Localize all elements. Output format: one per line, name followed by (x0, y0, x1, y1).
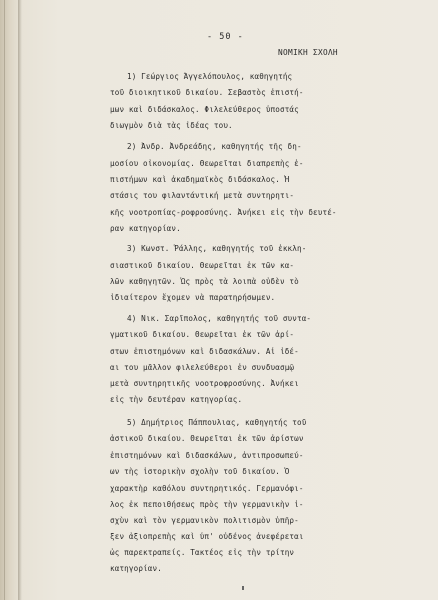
text-line: 4) Νικ. Σαρῖπολος, καθηγητής τοῦ συντα- (127, 314, 312, 323)
ink-mark (242, 586, 244, 590)
text-line: κῆς νοοτροπίας-ροφροσύνης. Ἀνήκει εἰς τὴν δευτέ- (110, 208, 337, 217)
section-heading: ΝΟΜΙΚΗ ΣΧΟΛΗ (278, 48, 338, 57)
text-line: διωγμὸν διὰ τὰς ἰδέας του. (110, 121, 233, 130)
text-line: μετὰ συντηρητικῆς νοοτροφροσύνης. Ἀνήκει (110, 379, 299, 388)
text-line: λῶν καθηγητῶν. Ὡς πρὸς τὰ λοιπὰ οὐδὲν τὸ (110, 277, 299, 286)
text-line: ξεν ἀξιοπρεπὴς καὶ ὑπ' οὐδένος ἀνεφέρεται (110, 532, 304, 541)
text-line: ραν κατηγορίαν. (110, 224, 181, 233)
text-line: 1) Γεώργιος Άγγελόπουλος, καθηγητής (127, 72, 293, 81)
text-line: ἐπιστημόνων καὶ διδασκάλων, ἀντιπροσωπεύ- (110, 451, 304, 460)
text-line: ὡς παρεκτραπείς. Τακτέος εἰς τὴν τρίτην (110, 548, 295, 557)
text-line: ἰδιαίτερον ἔχομεν νὰ παρατηρήσωμεν. (110, 293, 276, 302)
text-line: σιαστικοῦ δικαίου. Θεωρεῖται ἐκ τῶν κα- (110, 261, 295, 270)
text-line: στων ἐπιστημόνων καὶ διδασκάλων. Αἱ ἰδέ- (110, 347, 299, 356)
text-line: γματικοῦ δικαίου. Θεωρεῖται ἐκ τῶν ἀρί- (110, 330, 295, 339)
text-line: λος ἐκ πεποιθήσεως πρὸς τὴν γερμανικὴν ἰ- (110, 500, 304, 509)
text-line: σχὺν καὶ τὸν γερμανικὸν πολιτισμὸν ὑπῆρ- (110, 516, 299, 525)
text-line: πιστήμων καὶ ἀκαδημαϊκὸς διδάσκαλος. Ἡ (110, 175, 290, 184)
text-line: εἰς τὴν δευτέραν κατηγορίας. (110, 395, 243, 404)
text-line: κατηγορίαν. (110, 564, 162, 573)
text-line: 3) Κωνστ. Ῥάλλης, καθηγητής τοῦ ἐκκλη- (127, 244, 307, 253)
text-line: ων τὴς ἱστορικὴν σχολὴν τοῦ δικαίου. Ὁ (110, 467, 290, 476)
text-line: μων καὶ διδάσκαλος. Φιλελεύθερος ὑποστάς (110, 105, 299, 114)
text-line: τοῦ διοικητικοῦ δικαίου. Σεβαστὸς ἐπιστή- (110, 88, 304, 97)
text-line: ἀστικοῦ δικαίου. Θεωρεῖται ἐκ τῶν ἀρίστων (110, 434, 304, 443)
text-line: στάσις του φιλαντάντική μετὰ συντηρητι- (110, 191, 295, 200)
text-line: χαρακτὴρ καθόλου συντηρητικός. Γερμανόφι- (110, 484, 304, 493)
text-line: μοσίου οἰκονομίας. Θεωρεῖται διαπρεπὴς ἐ- (110, 159, 304, 168)
text-line: αι του μᾶλλον φιλελεύθεροι ἐν συνδυασμῷ (110, 363, 295, 372)
text-line: 2) Ἀνδρ. Ἀνδρεάδης, καθηγητής τῆς δη- (127, 142, 302, 151)
text-line: 5) Δημήτριος Πάππουλιας, καθηγητής τοῦ (127, 418, 307, 427)
page-number: - 50 - (207, 32, 244, 42)
